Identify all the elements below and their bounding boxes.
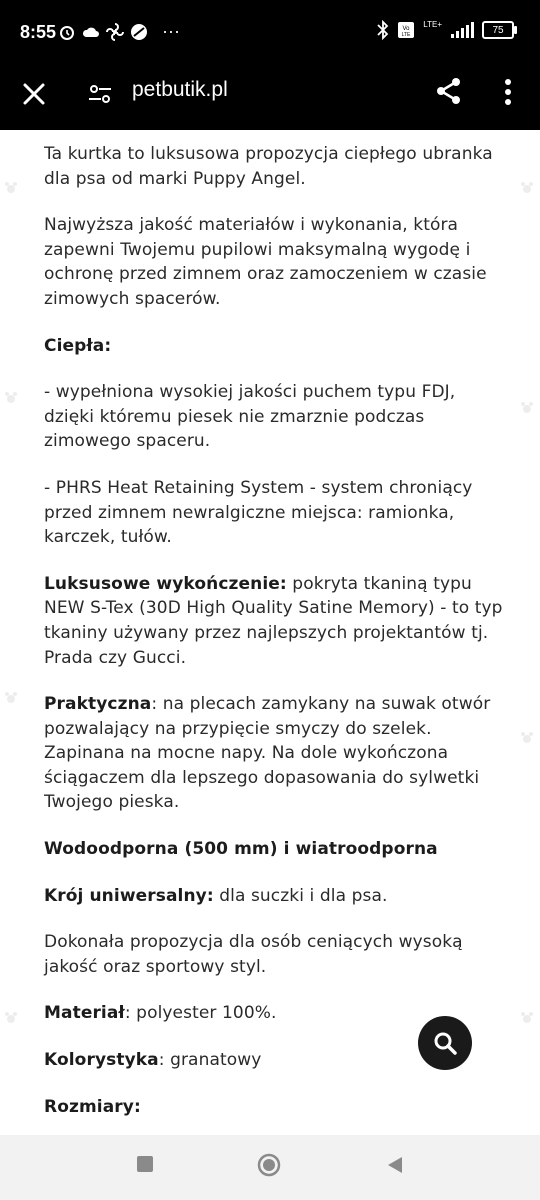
product-description bbox=[44, 142, 504, 1135]
more-notifications-icon: ··· bbox=[162, 21, 180, 41]
fan-icon bbox=[106, 23, 124, 41]
network-type: LTE+ bbox=[423, 19, 442, 29]
battery-level: 75 bbox=[492, 24, 504, 36]
paw-icon bbox=[520, 730, 534, 744]
app-icon bbox=[130, 23, 148, 41]
material-heading: Materiał bbox=[44, 1003, 125, 1024]
svg-text:Vo: Vo bbox=[402, 26, 410, 32]
cut-paragraph: Krój uniwersalny: dla suczki i dla psa. bbox=[44, 885, 388, 906]
cloud-icon bbox=[82, 25, 100, 39]
paw-icon bbox=[4, 690, 18, 704]
paw-icon bbox=[4, 1010, 18, 1024]
more-options-icon[interactable] bbox=[496, 76, 520, 108]
luxury-finish-heading: Luksusowe wykończenie: bbox=[44, 573, 287, 594]
quality-paragraph: Najwyższa jakość materiałów i wykonania, która zapewni Twojemu pupilowi maksymalną wygodę i ochronę przed zimnem oraz zamoczeniem w czasie zimowych spacerów. bbox=[44, 215, 487, 309]
waterproof-heading: Wodoodporna (500 mm) i wiatroodporna bbox=[44, 839, 438, 860]
phrs-paragraph: - PHRS Heat Retaining System - system chroniący przed zimnem newralgiczne miejsca: ramionka, karczek, tułów. bbox=[44, 477, 473, 548]
url-text[interactable]: petbutik.pl bbox=[132, 78, 228, 101]
status-time: 8:55 bbox=[20, 22, 57, 42]
bluetooth-icon bbox=[377, 20, 389, 40]
paw-icon bbox=[4, 390, 18, 404]
status-icons-right bbox=[377, 20, 514, 40]
alarm-icon bbox=[58, 23, 76, 41]
paw-icon bbox=[520, 180, 534, 194]
battery-indicator bbox=[482, 21, 514, 39]
system-navigation-bar bbox=[0, 1135, 540, 1200]
down-filling-paragraph: - wypełniona wysokiej jakości puchem typu FDJ, dzięki któremu piesek nie zmarznie podczas zimowego spaceru. bbox=[44, 382, 456, 452]
practical-paragraph: Praktyczna: na plecach zamykany na suwak otwór pozwalający na przypięcie smyczy do szelek. Zapinana na mocne napy. Na dole wykończona ściągaczem dla lepszego dopasowania do sylwetki Twojego pieska. bbox=[44, 694, 491, 813]
sizes-heading: Rozmiary: bbox=[44, 1096, 141, 1117]
search-icon bbox=[432, 1030, 458, 1056]
search-button[interactable] bbox=[418, 1016, 472, 1070]
volte-icon bbox=[397, 20, 415, 40]
color-heading: Kolorystyka bbox=[44, 1050, 159, 1071]
svg-text:LTE: LTE bbox=[401, 32, 411, 38]
cut-heading: Krój uniwersalny: bbox=[44, 885, 214, 906]
warmth-heading: Ciepła: bbox=[44, 335, 112, 356]
browser-toolbar bbox=[0, 64, 540, 130]
status-bar bbox=[0, 0, 540, 64]
luxury-finish-paragraph: Luksusowe wykończenie: pokryta tkaniną typu NEW S-Tex (30D High Quality Satine Memory) - to typ tkaniny używany przez najlepszych projektantów tj. Prada czy Gucci. bbox=[44, 573, 503, 668]
material-paragraph: Materiał: polyester 100%. bbox=[44, 1003, 277, 1024]
status-icons-left bbox=[58, 21, 180, 42]
paw-icon bbox=[520, 400, 534, 414]
site-settings-icon[interactable] bbox=[86, 80, 114, 108]
close-icon[interactable] bbox=[20, 80, 48, 108]
paw-icon bbox=[4, 180, 18, 194]
home-button[interactable] bbox=[257, 1153, 281, 1177]
style-paragraph: Dokonała propozycja dla osób ceniących wysoką jakość oraz sportowy styl. bbox=[44, 932, 463, 977]
signal-icon bbox=[450, 21, 474, 39]
page-content bbox=[0, 130, 540, 1135]
intro-paragraph: Ta kurtka to luksusowa propozycja ciepłego ubranka dla psa od marki Puppy Angel. bbox=[44, 144, 493, 189]
back-button[interactable] bbox=[386, 1155, 404, 1175]
share-icon[interactable] bbox=[434, 76, 464, 106]
recents-button[interactable] bbox=[136, 1155, 154, 1173]
practical-heading: Praktyczna bbox=[44, 694, 152, 715]
paw-icon bbox=[520, 1010, 534, 1024]
color-paragraph: Kolorystyka: granatowy bbox=[44, 1050, 262, 1071]
